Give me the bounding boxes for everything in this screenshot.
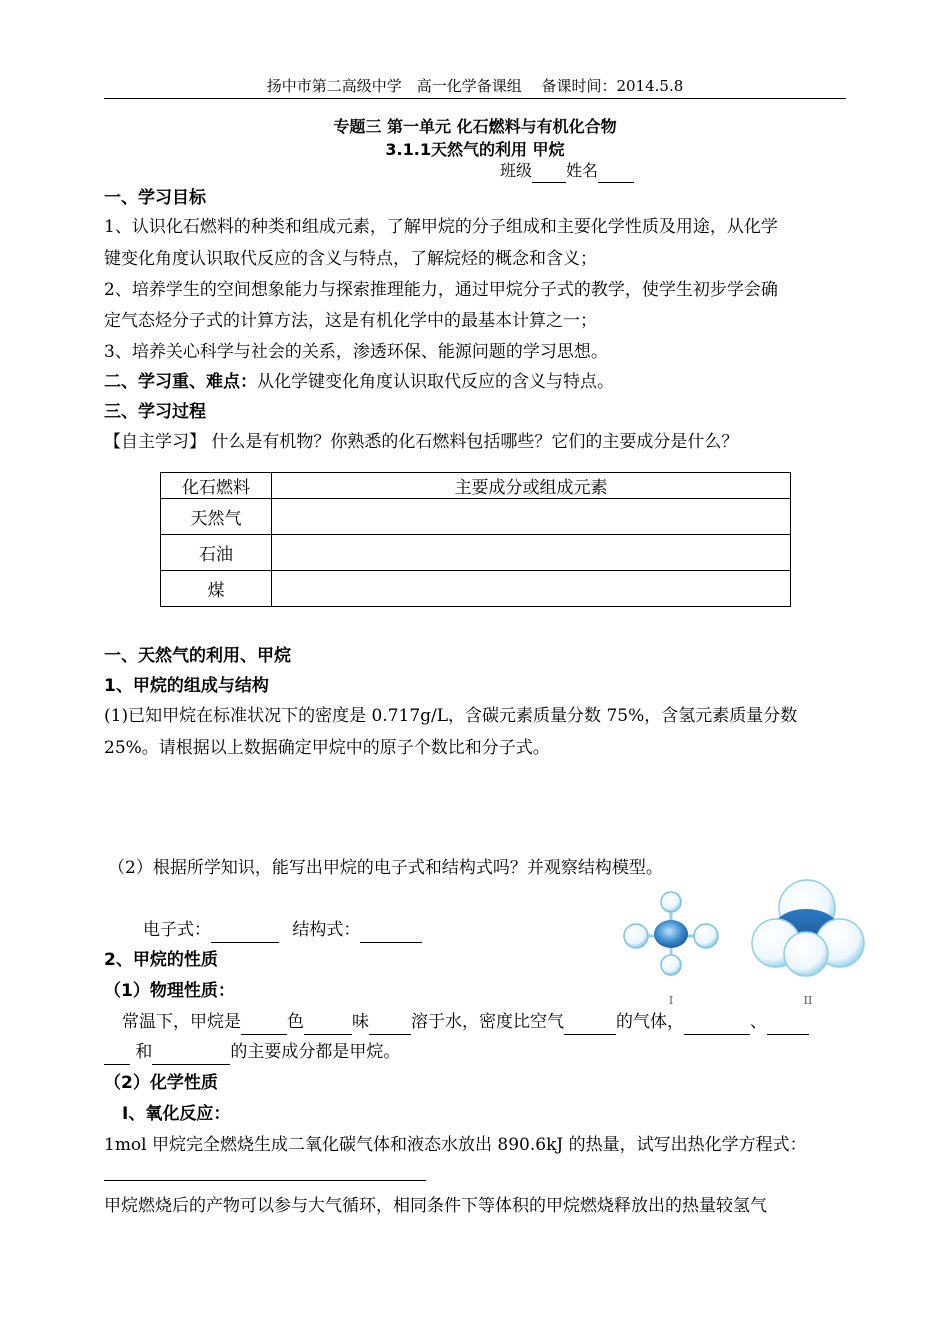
methane-models-image [614,876,874,1016]
header-divider [104,98,846,99]
oxidation-heading: I、氧化反应： [122,1104,231,1124]
class-blank [532,160,566,183]
fill-blank[interactable] [104,1040,130,1065]
physical-properties-line [122,1010,809,1035]
space-filling-model [752,880,864,976]
section-objectives-heading: 一、学习目标 [104,188,206,208]
footnote-divider [104,1180,426,1181]
component-cell[interactable] [272,499,791,535]
key-points-line [104,370,614,394]
fill-text: 的主要成分都是甲烷。 [230,1042,401,1062]
fill-text: 味 [352,1012,369,1032]
question-1-line: (1)已知甲烷在标准状况下的密度是 0.717g/L，含碳元素质量分数 75%，含氢元素质量分数 [104,706,798,726]
fill-text: 和 [135,1042,153,1062]
objective-line: 1、认识化石燃料的种类和组成元素，了解甲烷的分子组成和主要化学性质及用途，从化学 [104,217,778,237]
objective-line: 定气态烃分子式的计算方法，这是有机化学中的最基本计算之一； [104,311,597,331]
formula-answer-line [143,918,422,943]
fill-blank[interactable] [767,1010,809,1035]
model-label-i: I [668,994,674,1007]
fill-text: 、 [750,1012,767,1032]
name-label: 姓名 [566,161,599,180]
structural-formula-blank[interactable] [360,918,422,943]
table-header: 化石燃料 [161,473,272,499]
part1-subheading: 1、甲烷的组成与结构 [104,676,269,696]
fill-blank[interactable] [241,1010,287,1035]
chemical-properties-heading: （2）化学性质 [104,1073,218,1093]
fill-blank[interactable] [564,1010,616,1035]
section-process-heading: 三、学习过程 [104,402,206,422]
component-cell[interactable] [272,571,791,607]
fill-text: 溶于水，密度比空气 [411,1012,564,1032]
ball-and-stick-model [624,892,718,975]
combustion-question: 1mol 甲烷完全燃烧生成二氧化碳气体和液态水放出 890.6kJ 的热量，试写出热化学方程式： [104,1135,807,1155]
fill-blank[interactable] [684,1010,750,1035]
page-header: 扬中市第二高级中学 高一化学备课组 备课时间：2014.5.8 [266,77,684,95]
fuel-name-cell: 煤 [161,571,272,607]
table-row [161,535,791,571]
fill-blank[interactable] [152,1040,230,1065]
part1-heading: 一、天然气的利用、甲烷 [104,646,291,666]
question-2: （2）根据所学知识，能写出甲烷的电子式和结构式吗？并观察结构模型。 [108,858,663,878]
fuel-name-cell: 天然气 [161,499,272,535]
objective-line: 键变化角度认识取代反应的含义与特点，了解烷烃的概念和含义； [104,249,597,269]
fill-blank[interactable] [369,1010,411,1035]
class-label: 班级 [500,161,533,180]
objective-line: 2、培养学生的空间想象能力与探索推理能力，通过甲烷分子式的教学，使学生初步学会确 [104,280,778,300]
self-study-prompt: 【自主学习】 什么是有机物？你熟悉的化石燃料包括哪些？它们的主要成分是什么？ [104,432,739,452]
footnote-text: 甲烷燃烧后的产物可以参与大气循环，相同条件下等体积的甲烷燃烧释放出的热量较氢气 [104,1196,767,1216]
fuel-name-cell: 石油 [161,535,272,571]
fill-text: 常温下，甲烷是 [122,1012,241,1032]
part2-subheading: 2、甲烷的性质 [104,950,218,970]
electron-formula-blank[interactable] [211,918,279,943]
fossil-fuel-table [160,472,791,607]
component-cell[interactable] [272,535,791,571]
table-row [161,571,791,607]
model-label-ii: II [803,994,813,1007]
lesson-title: 3.1.1天然气的利用 甲烷 [385,140,565,159]
class-name-line [500,160,634,183]
table-row [161,499,791,535]
document-title: 专题三 第一单元 化石燃料与有机化合物 [333,117,617,136]
electron-formula-label: 电子式： [143,920,211,940]
objective-line: 3、培养关心科学与社会的关系，渗透环保、能源问题的学习思想。 [104,342,608,362]
structural-formula-label: 结构式： [292,920,361,940]
name-blank [598,160,634,183]
physical-properties-heading: （1）物理性质： [104,981,235,1001]
fill-blank[interactable] [304,1010,352,1035]
table-header: 主要成分或组成元素 [272,473,791,499]
question-1-line: 25%。请根据以上数据确定甲烷中的原子个数比和分子式。 [104,738,550,758]
key-points-text: 从化学键变化角度认识取代反应的含义与特点。 [257,372,614,392]
table-header-row [161,473,791,499]
fill-text: 的气体， [616,1012,684,1032]
fill-text: 色 [287,1012,304,1032]
key-points-heading: 二、学习重、难点： [104,372,257,392]
physical-properties-line [104,1040,400,1065]
